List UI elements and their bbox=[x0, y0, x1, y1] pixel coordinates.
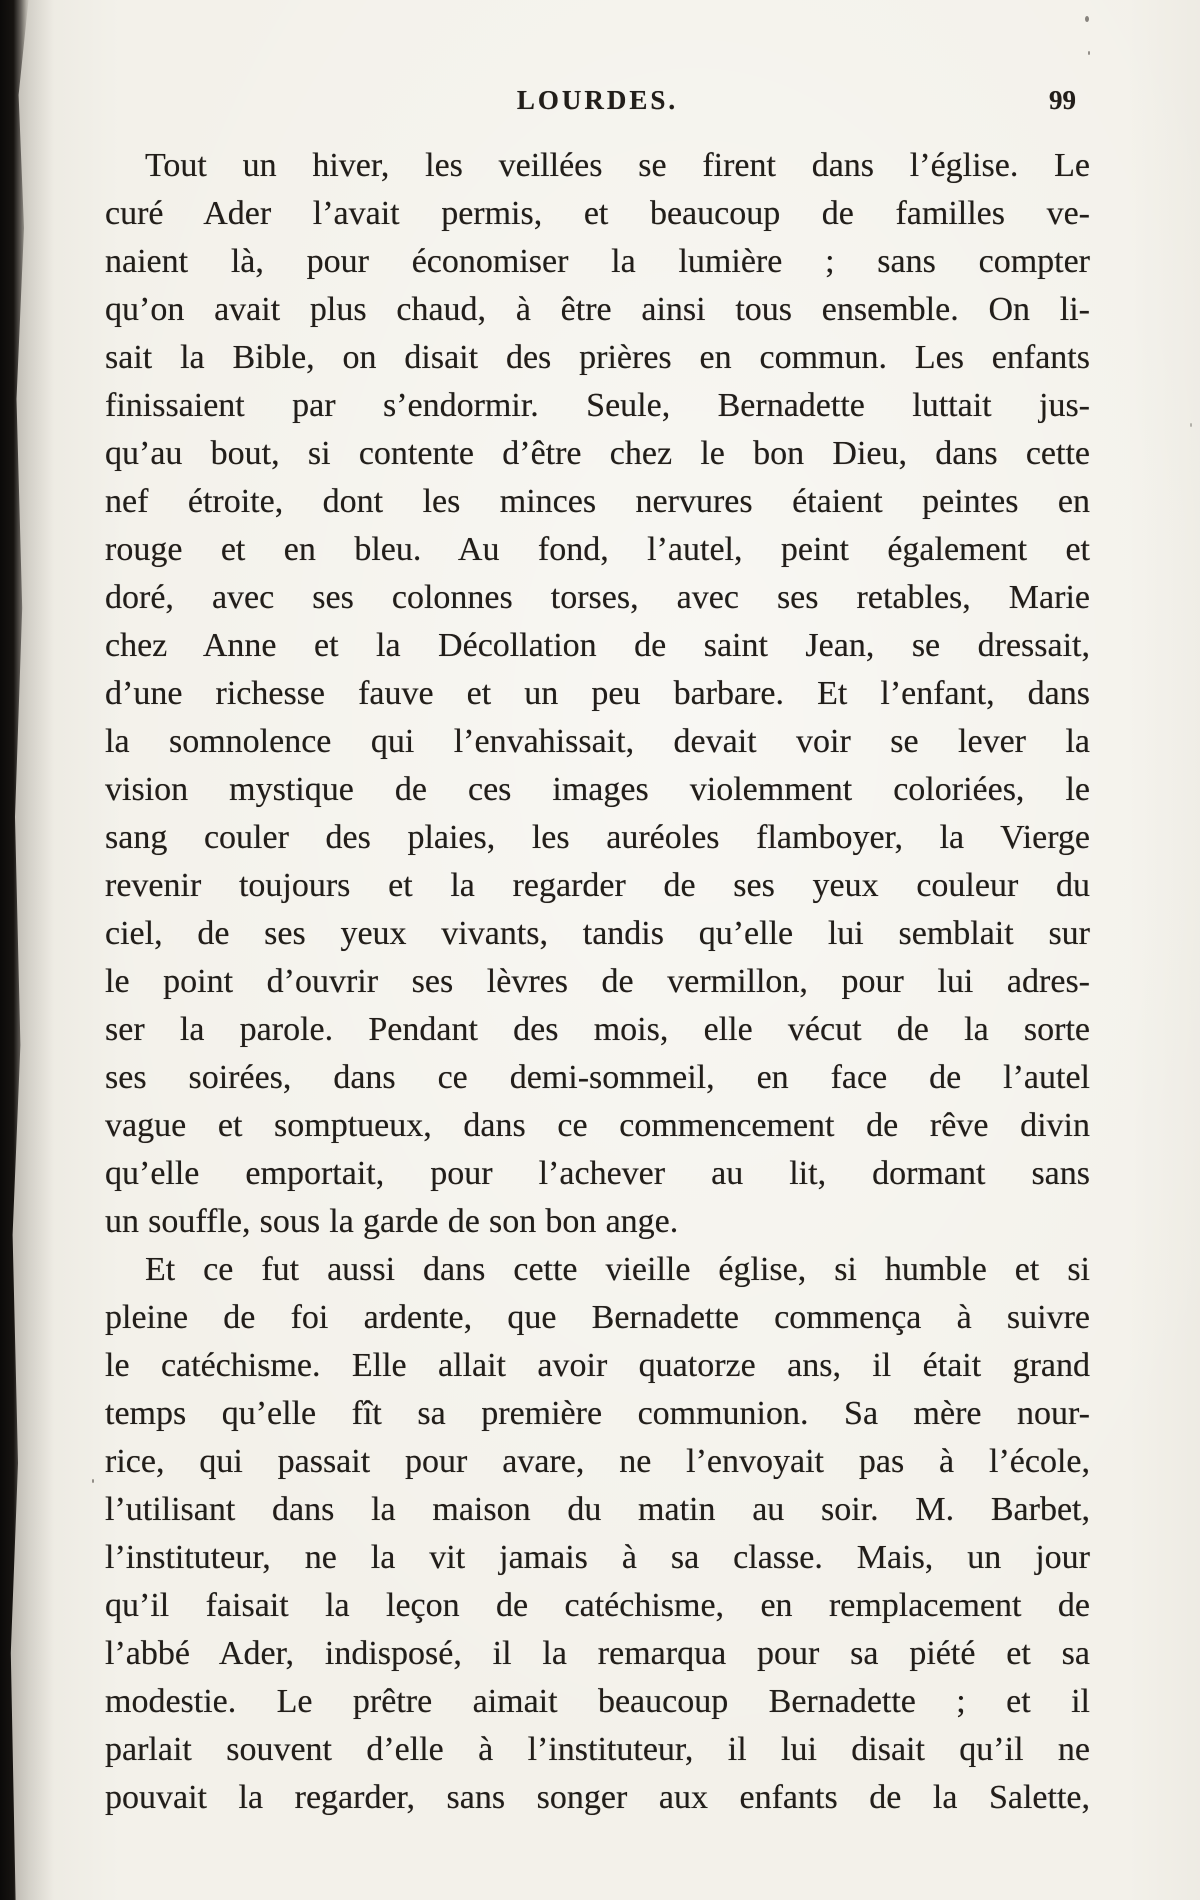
text-line: chez Anne et la Décollation de saint Jean, se dressait, bbox=[105, 627, 1090, 664]
text-line: naient là, pour économiser la lumière ; sans compter bbox=[105, 243, 1090, 280]
page-content bbox=[105, 80, 1090, 1822]
page-number: 99 bbox=[1049, 85, 1076, 115]
text-line: temps qu’elle fît sa première communion. Sa mère nour- bbox=[105, 1395, 1090, 1432]
text-line: rouge et en bleu. Au fond, l’autel, peint également et bbox=[105, 531, 1090, 568]
text-line: parlait souvent d’elle à l’instituteur, il lui disait qu’il ne bbox=[105, 1731, 1090, 1768]
text-line: vision mystique de ces images violemment coloriées, le bbox=[105, 771, 1090, 808]
paragraph bbox=[105, 142, 1090, 1246]
text-line: curé Ader l’avait permis, et beaucoup de familles ve- bbox=[105, 195, 1090, 232]
scan-specks bbox=[1085, 16, 1089, 22]
text-line: qu’il faisait la leçon de catéchisme, en remplacement de bbox=[105, 1587, 1090, 1624]
text-line: ser la parole. Pendant des mois, elle vécut de la sorte bbox=[105, 1011, 1090, 1048]
paragraph bbox=[105, 1246, 1090, 1822]
text-line: l’utilisant dans la maison du matin au soir. M. Barbet, bbox=[105, 1491, 1090, 1528]
text-line: sang couler des plaies, les auréoles flamboyer, la Vierge bbox=[105, 819, 1090, 856]
text-line: Tout un hiver, les veillées se firent dans l’église. Le bbox=[145, 147, 1090, 184]
text-line: modestie. Le prêtre aimait beaucoup Bernadette ; et il bbox=[105, 1683, 1090, 1720]
text-line: vague et somptueux, dans ce commencement de rêve divin bbox=[105, 1107, 1090, 1144]
text-line: l’instituteur, ne la vit jamais à sa classe. Mais, un jour bbox=[105, 1539, 1090, 1576]
text-line: pouvait la regarder, sans songer aux enfants de la Salette, bbox=[105, 1779, 1090, 1816]
text-line: revenir toujours et la regarder de ses yeux couleur du bbox=[105, 867, 1090, 904]
text-line: doré, avec ses colonnes torses, avec ses retables, Marie bbox=[105, 579, 1090, 616]
text-block bbox=[105, 142, 1090, 1822]
text-line: pleine de foi ardente, que Bernadette commença à suivre bbox=[105, 1299, 1090, 1336]
text-line: ciel, de ses yeux vivants, tandis qu’elle lui semblait sur bbox=[105, 915, 1090, 952]
text-line: finissaient par s’endormir. Seule, Bernadette luttait jus- bbox=[105, 387, 1090, 424]
text-line: d’une richesse fauve et un peu barbare. Et l’enfant, dans bbox=[105, 675, 1090, 712]
text-line: l’abbé Ader, indisposé, il la remarqua pour sa piété et sa bbox=[105, 1635, 1090, 1672]
text-line: nef étroite, dont les minces nervures étaient peintes en bbox=[105, 483, 1090, 520]
text-line: un souffle, sous la garde de son bon ange. bbox=[105, 1203, 679, 1240]
text-line: rice, qui passait pour avare, ne l’envoyait pas à l’école, bbox=[105, 1443, 1090, 1480]
page-title: LOURDES. bbox=[516, 85, 679, 115]
text-line: qu’elle emportait, pour l’achever au lit, dormant sans bbox=[105, 1155, 1090, 1192]
text-line: Et ce fut aussi dans cette vieille église, si humble et si bbox=[145, 1251, 1090, 1288]
text-line: le catéchisme. Elle allait avoir quatorze ans, il était grand bbox=[105, 1347, 1090, 1384]
running-header bbox=[105, 80, 1090, 120]
text-line: sait la Bible, on disait des prières en commun. Les enfants bbox=[105, 339, 1090, 376]
text-line: ses soirées, dans ce demi-sommeil, en face de l’autel bbox=[105, 1059, 1090, 1096]
text-line: le point d’ouvrir ses lèvres de vermillon, pour lui adres- bbox=[105, 963, 1090, 1000]
text-line: la somnolence qui l’envahissait, devait voir se lever la bbox=[105, 723, 1090, 760]
text-line: qu’au bout, si contente d’être chez le bon Dieu, dans cette bbox=[105, 435, 1090, 472]
text-line: qu’on avait plus chaud, à être ainsi tous ensemble. On li- bbox=[105, 291, 1090, 328]
